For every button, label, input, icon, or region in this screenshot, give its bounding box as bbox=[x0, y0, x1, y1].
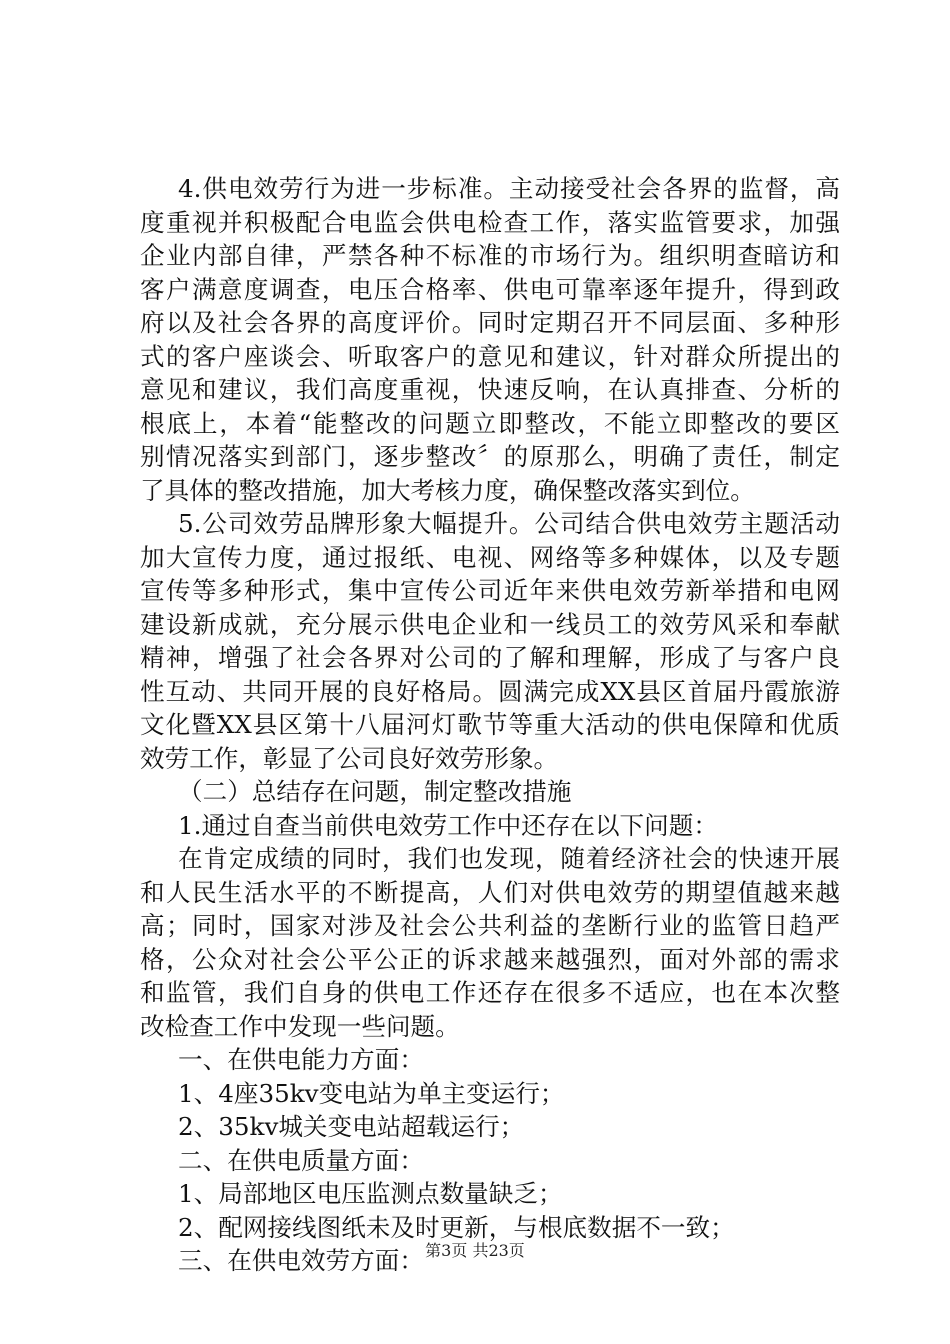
text-line: 建设新成就，充分展示供电企业和一线员工的效劳风采和奉献 bbox=[140, 609, 840, 639]
text-line: 性互动、共同开展的良好格局。圆满完成XX县区首届丹霞旅游 bbox=[140, 676, 840, 706]
text-line: 和监管，我们自身的供电工作还存在很多不适应，也在本次整 bbox=[140, 978, 840, 1007]
text-line: 4.供电效劳行为进一步标准。主动接受社会各界的监督，高 bbox=[178, 174, 840, 203]
text-line: 高；同时，国家对涉及社会公共利益的垄断行业的监管日趋严 bbox=[140, 911, 840, 940]
text-line: 企业内部自律，严禁各种不标准的市场行为。组织明查暗访和 bbox=[140, 241, 840, 270]
text-line: 别情况落实到部门，逐步整改〞的原那么，明确了责任，制定 bbox=[140, 442, 840, 471]
text-line: 根底上，本着“能整改的问题立即整改，不能立即整改的要区 bbox=[140, 408, 840, 438]
text-line: 5.公司效劳品牌形象大幅提升。公司结合供电效劳主题活动 bbox=[178, 509, 840, 538]
text-line: 意见和建议，我们高度重视，快速反响，在认真排查、分析的 bbox=[140, 375, 840, 404]
text-line: 式的客户座谈会、听取客户的意见和建议，针对群众所提出的 bbox=[140, 341, 840, 371]
text-line: 了具体的整改措施，加大考核力度，确保整改落实到位。 bbox=[140, 475, 755, 505]
page-footer: 第3页 共23页 bbox=[425, 1241, 525, 1260]
text-line: 格，公众对社会公平公正的诉求越来越强烈，面对外部的需求 bbox=[140, 944, 840, 974]
text-line: 宣传等多种形式，集中宣传公司近年来供电效劳新举措和电网 bbox=[140, 576, 840, 605]
text-line: 度重视并积极配合电监会供电检查工作，落实监管要求，加强 bbox=[140, 207, 840, 237]
text-line: 客户满意度调查，电压合格率、供电可靠率逐年提升，得到政 bbox=[140, 274, 840, 304]
text-line: 在肯定成绩的同时，我们也发现，随着经济社会的快速开展 bbox=[178, 844, 840, 873]
text-line: 效劳工作，彰显了公司良好效劳形象。 bbox=[140, 743, 559, 773]
text-line: 精神，增强了社会各界对公司的了解和理解，形成了与客户良 bbox=[140, 643, 840, 672]
text-line: 2、配网接线图纸未及时更新，与根底数据不一致； bbox=[178, 1212, 735, 1242]
text-line: 1、4座35kv变电站为单主变运行； bbox=[178, 1078, 565, 1108]
text-line: 和人民生活水平的不断提高，人们对供电效劳的期望值越来越 bbox=[140, 877, 840, 907]
text-line: 改检查工作中发现一些问题。 bbox=[140, 1011, 460, 1041]
text-line: 一、在供电能力方面： bbox=[178, 1045, 424, 1074]
text-line: 1、局部地区电压监测点数量缺乏； bbox=[178, 1179, 563, 1208]
body-text bbox=[140, 172, 840, 1278]
text-line: 三、在供电效劳方面： bbox=[178, 1246, 424, 1275]
text-line: 二、在供电质量方面： bbox=[178, 1145, 424, 1175]
text-line: 文化暨XX县区第十八届河灯歌节等重大活动的供电保障和优质 bbox=[140, 710, 840, 739]
text-line: 2、35kv城关变电站超载运行； bbox=[178, 1112, 525, 1141]
section-heading: （二）总结存在问题，制定整改措施 bbox=[178, 777, 572, 806]
text-line: 府以及社会各界的高度评价。同时定期召开不同层面、多种形 bbox=[140, 308, 840, 337]
text-line: 1.通过自查当前供电效劳工作中还存在以下问题： bbox=[178, 810, 718, 840]
text-line: 加大宣传力度，通过报纸、电视、网络等多种媒体，以及专题 bbox=[140, 542, 840, 572]
